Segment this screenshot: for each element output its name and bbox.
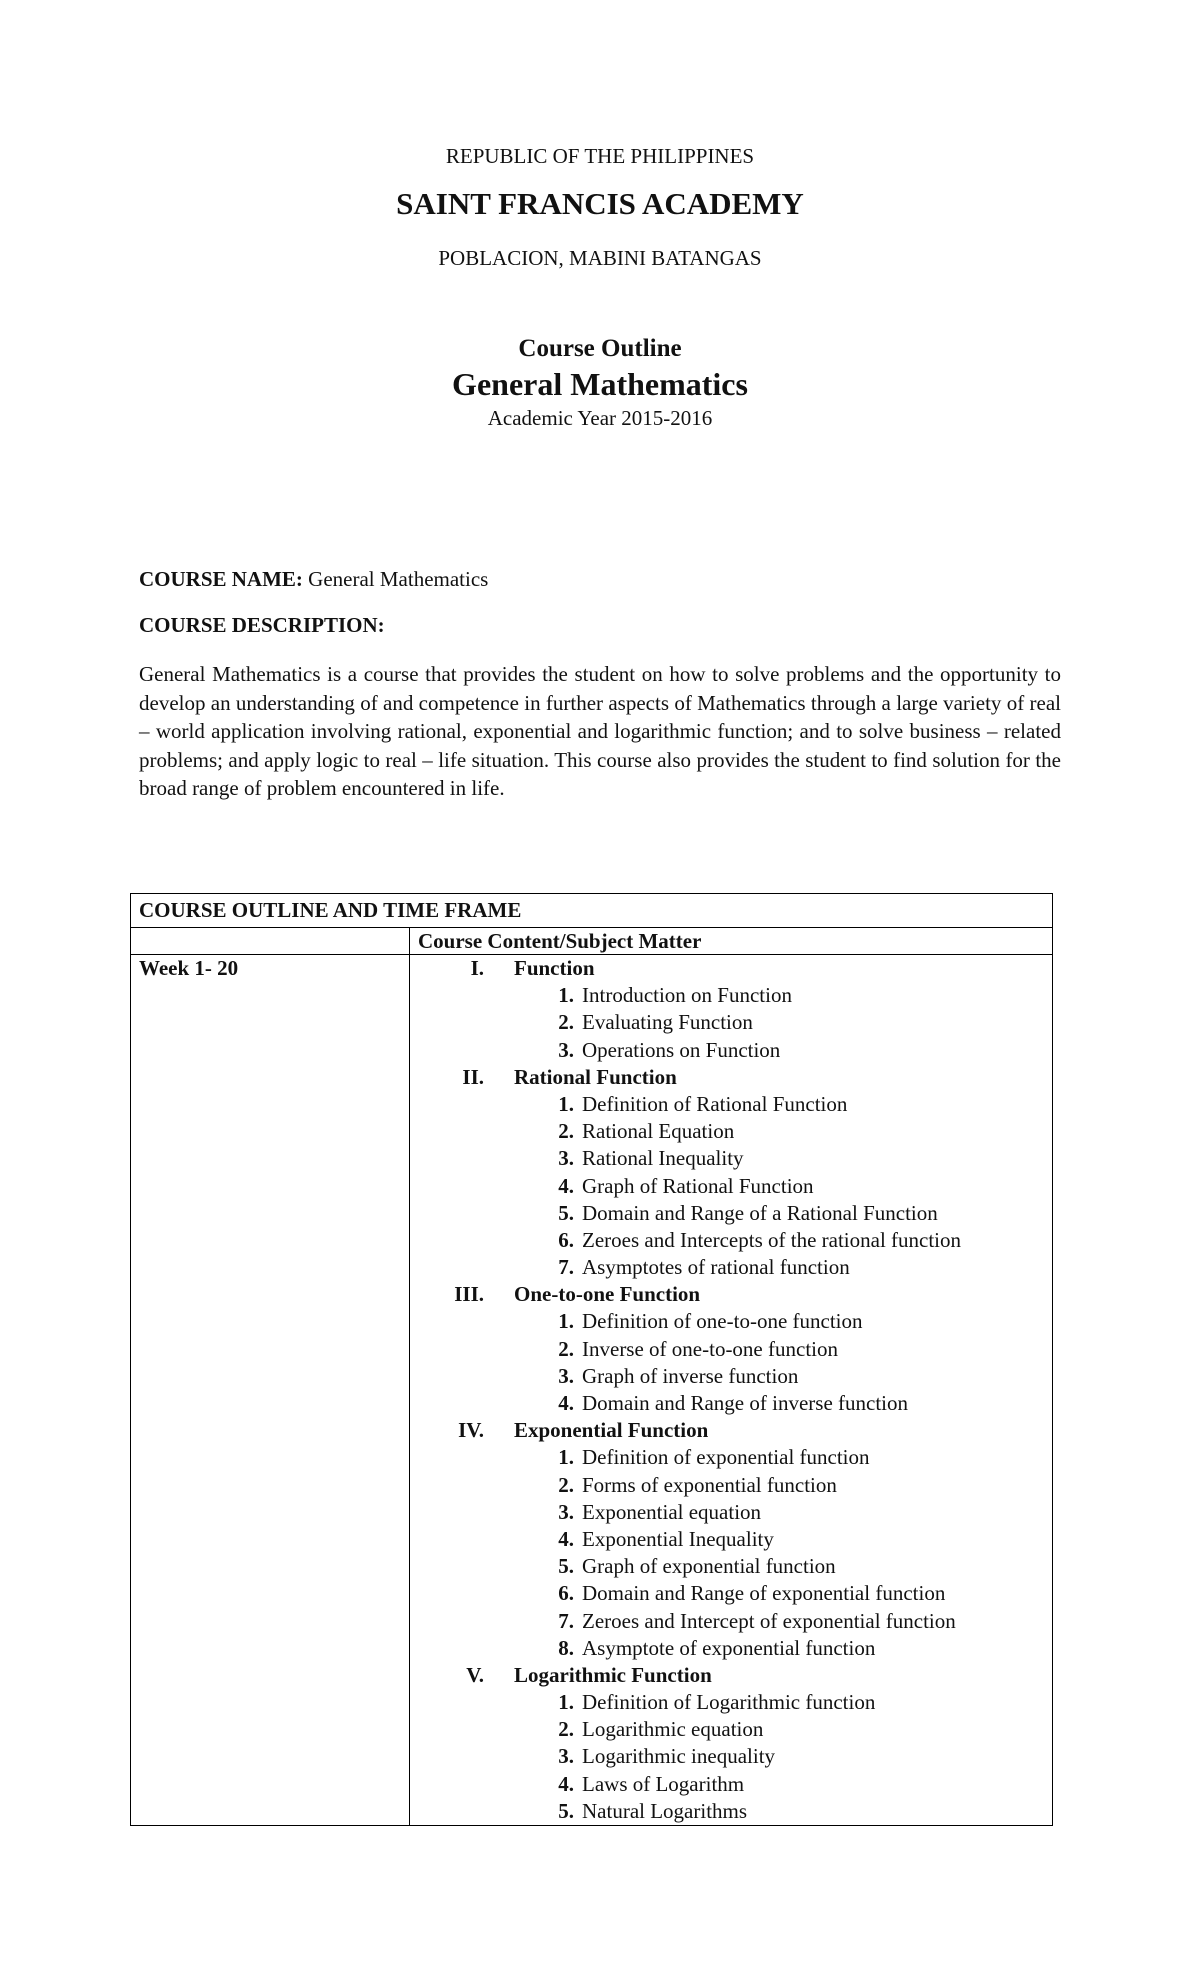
- item-text: Zeroes and Intercepts of the rational function: [582, 1227, 962, 1252]
- item-text: Inverse of one-to-one function: [582, 1336, 838, 1361]
- item-number: 7.: [558, 1608, 574, 1633]
- school-address: POBLACION, MABINI BATANGAS: [438, 246, 762, 270]
- topic-numeral: V.: [466, 1662, 484, 1687]
- outline-topic: [418, 1417, 1044, 1444]
- item-number: 4.: [558, 1173, 574, 1198]
- list-item: [418, 1118, 1044, 1145]
- list-item: [418, 1037, 1044, 1064]
- item-text: Exponential Inequality: [582, 1526, 774, 1551]
- item-text: Graph of exponential function: [582, 1554, 836, 1579]
- table-row: [131, 955, 1053, 1826]
- list-item: [418, 1580, 1044, 1607]
- item-text: Evaluating Function: [582, 1010, 753, 1035]
- item-number: 7.: [558, 1255, 574, 1280]
- list-item: [418, 1390, 1044, 1417]
- course-name-label: COURSE NAME:: [139, 567, 303, 591]
- outline-topic: [418, 955, 1044, 982]
- list-item: [418, 1743, 1044, 1770]
- item-text: Domain and Range of exponential function: [582, 1581, 946, 1606]
- course-description: General Mathematics is a course that provides the student on how to solve problems and the opportunity to develop an understanding of and competence in further aspects of Mathematics through a large variety of real – world application involving rational, exponential and logarithmic function; and to solve business – related problems; and apply logic to real – life situation. This course also provides the student to find solution for the broad range of problem encountered in life.: [139, 662, 1061, 801]
- item-number: 2.: [558, 1010, 574, 1035]
- topic-numeral: I.: [470, 956, 484, 980]
- table-title: COURSE OUTLINE AND TIME FRAME: [131, 894, 1053, 928]
- item-text: Forms of exponential function: [582, 1472, 837, 1497]
- item-number: 6.: [558, 1581, 574, 1606]
- item-text: Domain and Range of inverse function: [582, 1391, 908, 1415]
- item-text: Logarithmic inequality: [582, 1744, 776, 1769]
- outline-topic: [418, 1281, 1044, 1308]
- course-outline-table: [130, 893, 1053, 1826]
- outline-topic: [418, 1064, 1044, 1091]
- week-cell: Week 1- 20: [131, 955, 410, 1826]
- list-item: [418, 1798, 1044, 1825]
- item-text: Exponential equation: [582, 1499, 762, 1524]
- item-text: Definition of exponential function: [582, 1445, 870, 1470]
- item-number: 2.: [558, 1472, 574, 1497]
- item-number: 1.: [558, 1091, 574, 1116]
- topic-name: One-to-one Function: [514, 1282, 701, 1307]
- topic-numeral: IV.: [458, 1418, 484, 1443]
- list-item: [418, 1553, 1044, 1580]
- item-text: Operations on Function: [582, 1037, 781, 1062]
- item-text: Rational Inequality: [582, 1146, 744, 1171]
- table-title-row: [131, 894, 1053, 928]
- item-number: 6.: [558, 1227, 574, 1252]
- topic-numeral: III.: [454, 1282, 484, 1307]
- table-header-row: [131, 928, 1053, 955]
- item-text: Introduction on Function: [582, 983, 792, 1008]
- list-item: [418, 1336, 1044, 1363]
- item-text: Rational Equation: [582, 1119, 735, 1144]
- republic-heading: REPUBLIC OF THE PHILIPPINES: [445, 144, 755, 168]
- item-number: 3.: [558, 1146, 574, 1171]
- item-number: 3.: [558, 1037, 574, 1062]
- list-item: [418, 1091, 1044, 1118]
- topic-name: Rational Function: [514, 1064, 677, 1089]
- item-number: 1.: [558, 1445, 574, 1470]
- item-number: 1.: [558, 1690, 574, 1715]
- item-number: 2.: [558, 1717, 574, 1742]
- list-item: [418, 1200, 1044, 1227]
- course-description-label: COURSE DESCRIPTION:: [139, 613, 385, 637]
- item-number: 3.: [558, 1363, 574, 1388]
- item-text: Domain and Range of a Rational Function: [582, 1200, 938, 1225]
- list-item: [418, 1608, 1044, 1635]
- item-text: Natural Logarithms: [582, 1798, 748, 1823]
- item-text: Asymptotes of rational function: [582, 1255, 850, 1280]
- item-text: Zeroes and Intercept of exponential function: [582, 1608, 956, 1633]
- item-text: Graph of inverse function: [582, 1363, 799, 1388]
- list-item: [418, 1689, 1044, 1716]
- item-text: Graph of Rational Function: [582, 1173, 814, 1198]
- subject-title: General Mathematics: [452, 366, 748, 402]
- item-text: Laws of Logarithm: [582, 1771, 745, 1796]
- topic-name: Logarithmic Function: [514, 1662, 712, 1687]
- item-number: 2.: [558, 1119, 574, 1144]
- item-number: 5.: [558, 1554, 574, 1579]
- item-number: 2.: [558, 1336, 574, 1361]
- item-number: 4.: [558, 1391, 574, 1415]
- list-item: [418, 1308, 1044, 1335]
- list-item: [418, 1173, 1044, 1200]
- course-name: [139, 567, 488, 592]
- item-number: 1.: [558, 1309, 574, 1334]
- list-item: [418, 1363, 1044, 1390]
- content-header: Course Content/Subject Matter: [410, 928, 1053, 955]
- outline-topic: [418, 1662, 1044, 1689]
- topic-name: Exponential Function: [514, 1418, 709, 1443]
- academic-year: Academic Year 2015-2016: [487, 406, 713, 430]
- item-text: Definition of Logarithmic function: [582, 1690, 876, 1715]
- list-item: [418, 1499, 1044, 1526]
- week-header-cell: [131, 928, 410, 955]
- document-type: Course Outline: [518, 335, 682, 362]
- list-item: [418, 1444, 1044, 1471]
- content-cell: [410, 955, 1053, 1826]
- item-number: 4.: [558, 1771, 574, 1796]
- list-item: [418, 1227, 1044, 1254]
- list-item: [418, 1771, 1044, 1798]
- item-number: 5.: [558, 1798, 574, 1823]
- item-number: 1.: [558, 983, 574, 1008]
- list-item: [418, 1254, 1044, 1281]
- item-text: Definition of one-to-one function: [582, 1309, 863, 1334]
- item-text: Logarithmic equation: [582, 1717, 764, 1742]
- list-item: [418, 1716, 1044, 1743]
- list-item: [418, 1635, 1044, 1662]
- item-number: 8.: [558, 1635, 574, 1660]
- list-item: [418, 982, 1044, 1009]
- list-item: [418, 1526, 1044, 1553]
- item-number: 3.: [558, 1744, 574, 1769]
- course-name-value: General Mathematics: [302, 567, 489, 591]
- item-text: Asymptote of exponential function: [582, 1635, 876, 1660]
- list-item: [418, 1009, 1044, 1036]
- item-number: 3.: [558, 1499, 574, 1524]
- item-number: 4.: [558, 1526, 574, 1551]
- topic-numeral: II.: [462, 1064, 484, 1089]
- list-item: [418, 1472, 1044, 1499]
- item-text: Definition of Rational Function: [582, 1091, 848, 1116]
- school-name: SAINT FRANCIS ACADEMY: [396, 186, 804, 221]
- list-item: [418, 1145, 1044, 1172]
- topic-name: Function: [514, 956, 595, 980]
- item-number: 5.: [558, 1200, 574, 1225]
